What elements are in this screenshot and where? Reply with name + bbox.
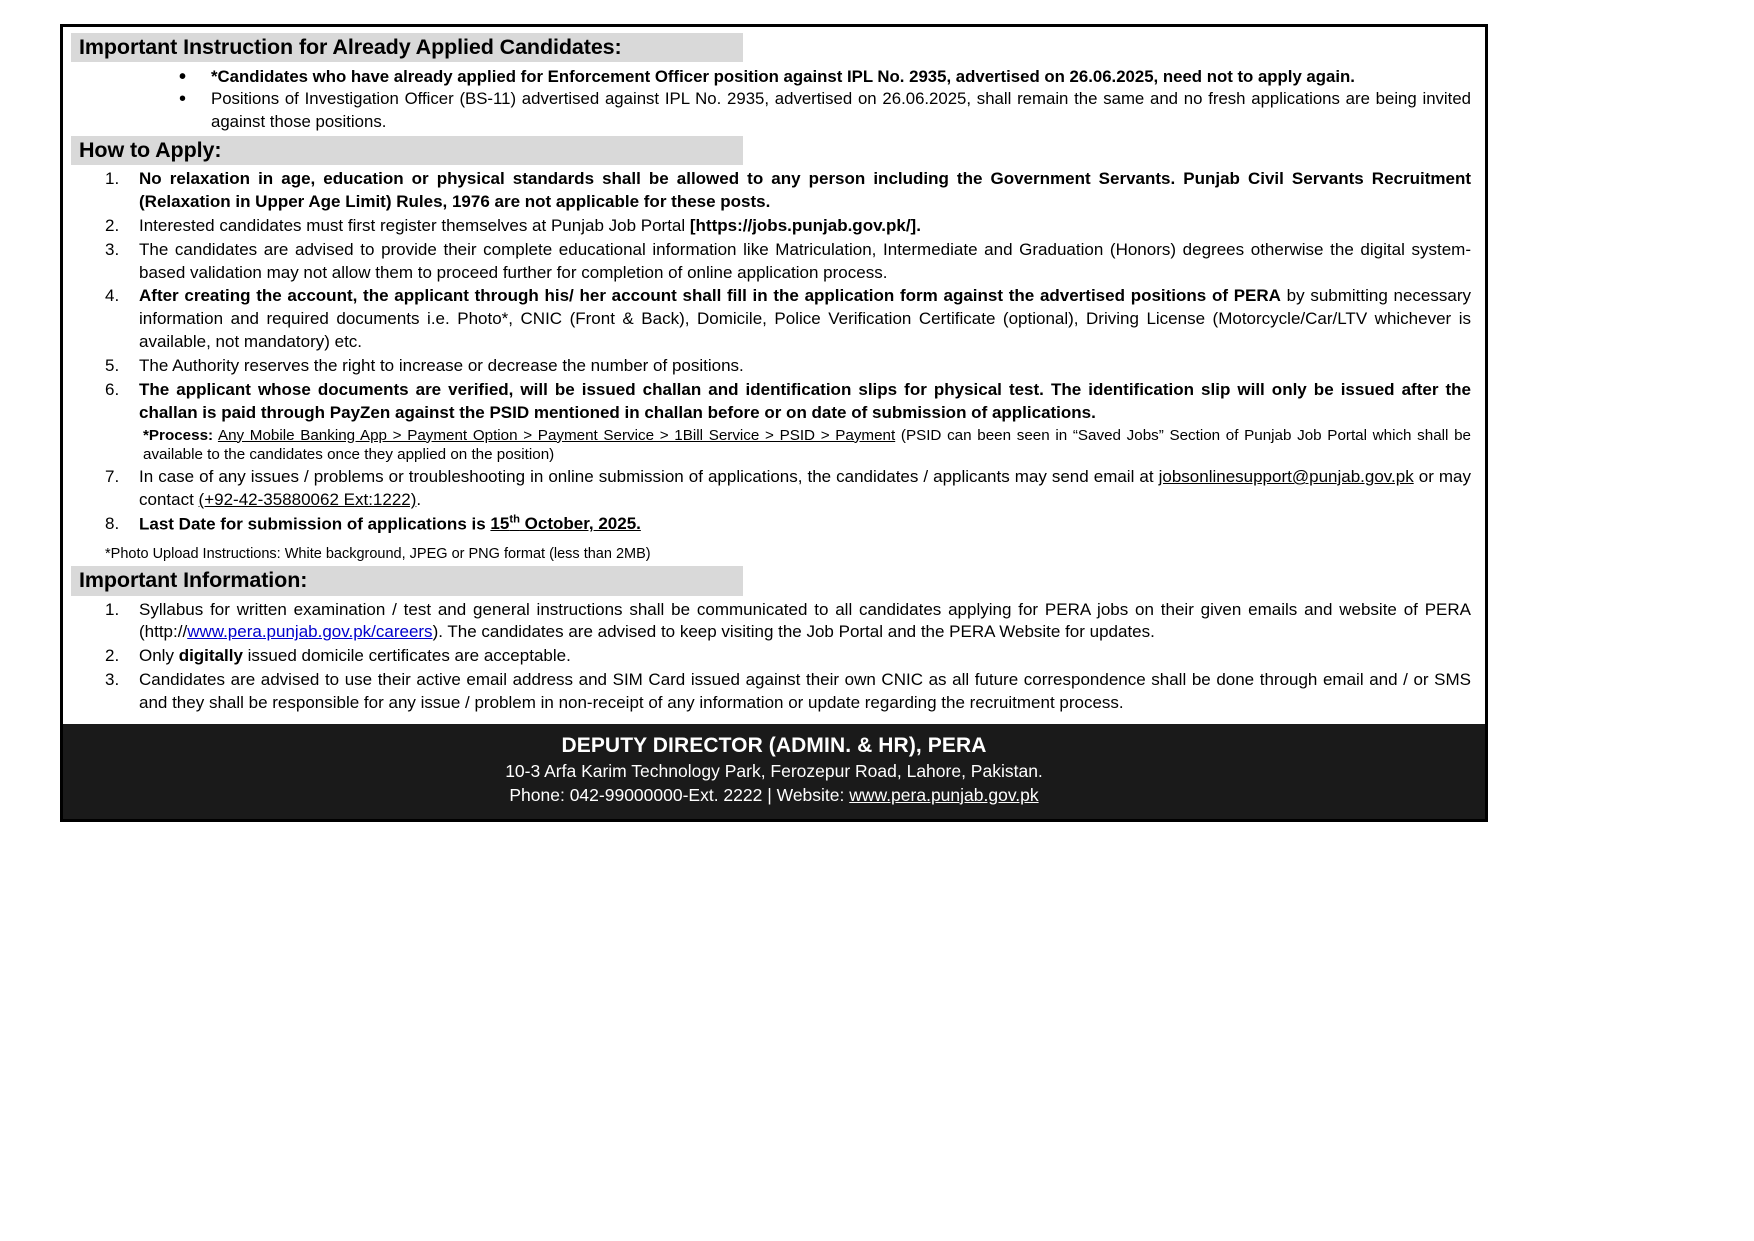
section-how-to-apply (63, 136, 1485, 563)
pera-careers-link[interactable]: www.pera.punjab.gov.pk/careers (187, 622, 433, 642)
info2-lead: Only (139, 646, 179, 666)
section-heading-already-applied: Important Instruction for Already Applied Candidates: (71, 33, 743, 62)
item7-mid: or may contact (139, 467, 1471, 509)
process-chain: Any Mobile Banking App > Payment Option > Payment Service > 1Bill Service > PSID > Payment (217, 426, 896, 444)
section-heading-important-information: Important Information: (71, 566, 743, 595)
item6-text: The applicant whose documents are verified, will be issued challan and identification slips for physical test. The identification slip will only be issued after the challan is paid through PayZen against the PSID mentioned in challan before or on date of submission of applications. (139, 379, 1471, 422)
list-item-6 (63, 379, 1471, 465)
important-information-list (63, 599, 1485, 715)
footer-title: DEPUTY DIRECTOR (ADMIN. & HR), PERA (561, 733, 987, 757)
photo-upload-note: *Photo Upload Instructions: White background, JPEG or PNG format (less than 2MB) (105, 546, 651, 563)
process-label: *Process: (143, 426, 214, 444)
last-date-value (490, 514, 640, 533)
section-already-applied (63, 33, 1485, 133)
info1-post: ). The candidates are advised to keep visiting the Job Portal and the PERA Website for updates. (432, 622, 1155, 642)
last-date-month-year: October, 2025. (519, 514, 641, 534)
support-phone[interactable]: (+92-42-35880062 Ext:1222) (198, 489, 417, 509)
list-item-8 (63, 513, 1471, 537)
last-date-ordinal: th (509, 513, 520, 526)
advertisement-page (60, 24, 1488, 822)
info-item-3: Candidates are advised to use their active email address and SIM Card issued against their own CNIC as all future correspondence shall be done through email and / or SMS and they shall be responsible for any issue / problem in non-receipt of any information or update regarding the recruitment process. (139, 670, 1471, 712)
footer-bar (63, 724, 1485, 820)
list-item-4 (63, 285, 1471, 354)
item4-rest: by submitting necessary information and required documents i.e. Photo*, CNIC (Front & Back), Domicile, Police Verification Certificate (optional), Driving License (Motorcycle/Car/LTV whichever is available, not mandatory) etc. (139, 286, 1471, 352)
process-tail: (PSID can been seen in “Saved Jobs” Section of Punjab Job Portal which shall be available to the candidates once they applied on the position) (143, 426, 1471, 464)
how-to-apply-list (63, 168, 1485, 536)
item7-end: . (416, 489, 422, 509)
section-important-information (63, 566, 1485, 714)
job-portal-url[interactable]: [https://jobs.punjab.gov.pk/]. (689, 215, 921, 235)
info-item-2 (63, 645, 1471, 668)
info1-lead: Syllabus for written examination / test and general instructions shall be communicated to all candidates applying for PERA jobs on their given emails and website of PERA (http:// (139, 599, 1471, 642)
list-item-1: No relaxation in age, education or physical standards shall be allowed to any person including the Government Servants. Punjab Civil Servants Recruitment (Relaxation in Upper Age Limit) Rules, 1976 are not applicable for these posts. (139, 169, 1471, 211)
list-item-7 (63, 466, 1471, 512)
list-item: • Positions of Investigation Officer (BS-11) advertised against IPL No. 2935, advertised on 26.06.2025, shall remain the same and no fresh applications are being invited against those positions. (63, 88, 1471, 133)
support-email[interactable]: jobsonlinesupport@punjab.gov.pk (1158, 467, 1414, 487)
list-item-3: The candidates are advised to provide their complete educational information like Matriculation, Intermediate and Graduation (Honors) degrees otherwise the digital system-based validation may not allow them to proceed further for completion of online application process. (139, 239, 1471, 282)
last-date-lead: Last Date for submission of applications is (139, 514, 491, 534)
info2-post: issued domicile certificates are acceptable. (242, 646, 571, 666)
section-heading-how-to-apply: How to Apply: (71, 136, 743, 165)
document-frame (60, 24, 1488, 822)
list-item-5: The Authority reserves the right to increase or decrease the number of positions. (139, 356, 744, 376)
item2-text: Interested candidates must first register themselves at Punjab Job Portal (139, 215, 690, 235)
info-item-1 (63, 599, 1471, 645)
footer-website-link[interactable]: www.pera.punjab.gov.pk (849, 784, 1039, 805)
already-applied-bullet-list (63, 66, 1485, 133)
footer-contact (63, 784, 1485, 808)
last-date-day: 15 (490, 514, 510, 534)
list-item: • *Candidates who have already applied for Enforcement Officer position against IPL No. 2935, advertised on 26.06.2025, need not to apply again. (63, 66, 1471, 88)
footer-phone-label: Phone: 042-99000000-Ext. 2222 | Website: (509, 784, 850, 805)
item4-bold-lead: After creating the account, the applicant through his/ her account shall fill in the application form against the advertised positions of PERA (139, 286, 1281, 306)
item7-lead: In case of any issues / problems or troubleshooting in online submission of applications, the candidates / applicants may send email at (139, 467, 1159, 487)
process-note (139, 426, 1471, 466)
info2-emphasis: digitally (178, 646, 243, 666)
footer-address: 10-3 Arfa Karim Technology Park, Ferozepur Road, Lahore, Pakistan. (505, 760, 1043, 781)
list-item-2 (63, 215, 1471, 238)
